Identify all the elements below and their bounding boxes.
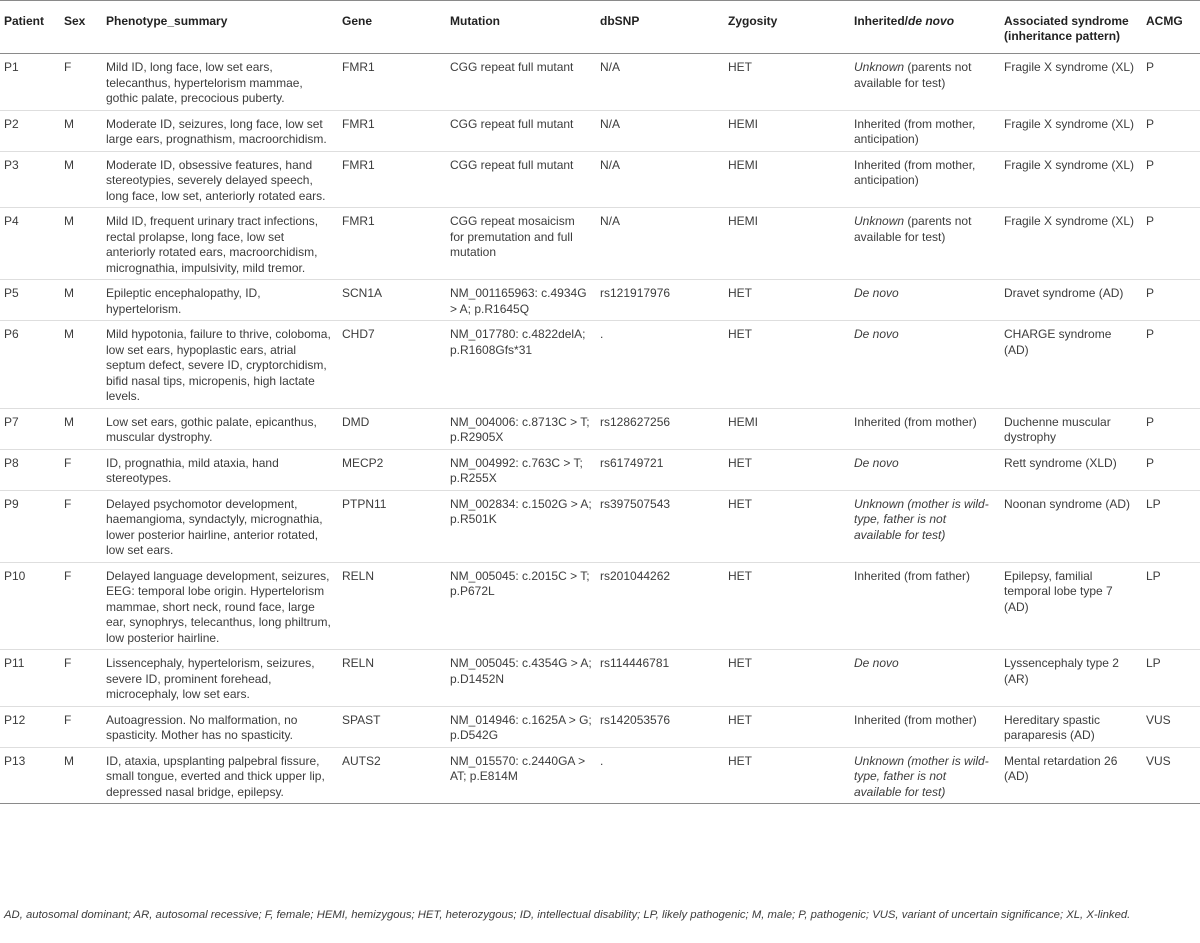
cell-sex: M xyxy=(60,321,102,409)
cell-phenotype: Autoagression. No malformation, no spasticity. Mother has no spasticity. xyxy=(102,706,338,747)
cell-phenotype: ID, prognathia, mild ataxia, hand stereotypes. xyxy=(102,449,338,490)
cell-patient: P7 xyxy=(0,408,60,449)
inherited-italic: Unknown (mother is wild-type, father is not available for test) xyxy=(854,753,989,799)
cell-zygosity: HEMI xyxy=(724,408,850,449)
header-sex: Sex xyxy=(60,1,102,54)
inherited-plain: Inherited (from mother) xyxy=(854,712,977,727)
table-row xyxy=(0,449,1200,490)
cell-mutation: NM_004992: c.763C > T; p.R255X xyxy=(446,449,596,490)
cell-zygosity: HET xyxy=(724,747,850,804)
cell-sex: F xyxy=(60,562,102,650)
cell-dbsnp: rs114446781 xyxy=(596,650,724,707)
cell-gene: DMD xyxy=(338,408,446,449)
table-row xyxy=(0,151,1200,208)
cell-acmg: LP xyxy=(1142,650,1200,707)
cell-syndrome: Noonan syndrome (AD) xyxy=(1000,490,1142,562)
cell-patient: P13 xyxy=(0,747,60,804)
cell-sex: F xyxy=(60,449,102,490)
cell-zygosity: HEMI xyxy=(724,208,850,280)
cell-sex: F xyxy=(60,706,102,747)
cell-syndrome: CHARGE syndrome (AD) xyxy=(1000,321,1142,409)
cell-syndrome: Lyssencephaly type 2 (AR) xyxy=(1000,650,1142,707)
cell-sex: M xyxy=(60,747,102,804)
inherited-plain: Inherited (from father) xyxy=(854,568,971,583)
cell-phenotype: Delayed psychomotor development, haemangioma, syndactyly, micrognathia, lower posterior hairline, anterior rotated, low set ears. xyxy=(102,490,338,562)
header-patient: Patient xyxy=(0,1,60,54)
cell-mutation: CGG repeat full mutant xyxy=(446,151,596,208)
cell-zygosity: HET xyxy=(724,280,850,321)
header-inherited-italic: de novo xyxy=(908,14,955,28)
table-row xyxy=(0,490,1200,562)
table-row xyxy=(0,408,1200,449)
cell-syndrome: Fragile X syndrome (XL) xyxy=(1000,110,1142,151)
table-body xyxy=(0,54,1200,804)
cell-inherited xyxy=(850,562,1000,650)
table-row xyxy=(0,280,1200,321)
header-mutation: Mutation xyxy=(446,1,596,54)
cell-gene: CHD7 xyxy=(338,321,446,409)
cell-zygosity: HEMI xyxy=(724,151,850,208)
inherited-italic: De novo xyxy=(854,656,899,670)
cell-mutation: CGG repeat mosaicism for premutation and full mutation xyxy=(446,208,596,280)
cell-patient: P2 xyxy=(0,110,60,151)
header-inherited xyxy=(850,1,1000,54)
inherited-italic: Unknown xyxy=(854,60,905,74)
cell-phenotype: Epileptic encephalopathy, ID, hypertelorism. xyxy=(102,280,338,321)
inherited-plain: (parents not available for test) xyxy=(854,60,972,90)
table-row xyxy=(0,747,1200,804)
cell-phenotype: Moderate ID, obsessive features, hand stereotypies, severely delayed speech, long face, low set, anteriorly rotated ears. xyxy=(102,151,338,208)
cell-patient: P8 xyxy=(0,449,60,490)
cell-inherited xyxy=(850,408,1000,449)
cell-mutation: NM_002834: c.1502G > A; p.R501K xyxy=(446,490,596,562)
inherited-italic: De novo xyxy=(854,455,899,470)
cell-syndrome: Duchenne muscular dystrophy xyxy=(1000,408,1142,449)
cell-inherited xyxy=(850,706,1000,747)
cell-gene: FMR1 xyxy=(338,54,446,111)
cell-gene: PTPN11 xyxy=(338,490,446,562)
cell-patient: P1 xyxy=(0,54,60,111)
cell-phenotype: Delayed language development, seizures, EEG: temporal lobe origin. Hypertelorism mammae, short neck, round face, large ear, synophrys, telecanthus, long philtrum, low posterior hairline. xyxy=(102,562,338,650)
cell-inherited xyxy=(850,747,1000,804)
cell-dbsnp: rs61749721 xyxy=(596,449,724,490)
header-acmg: ACMG xyxy=(1142,1,1200,54)
cell-gene: RELN xyxy=(338,562,446,650)
cell-syndrome: Fragile X syndrome (XL) xyxy=(1000,151,1142,208)
cell-gene: MECP2 xyxy=(338,449,446,490)
cell-dbsnp: . xyxy=(596,747,724,804)
cell-dbsnp: . xyxy=(596,321,724,409)
cell-sex: M xyxy=(60,110,102,151)
header-dbsnp: dbSNP xyxy=(596,1,724,54)
cell-patient: P10 xyxy=(0,562,60,650)
table-row xyxy=(0,650,1200,707)
cell-mutation: NM_004006: c.8713C > T; p.R2905X xyxy=(446,408,596,449)
cell-dbsnp: rs142053576 xyxy=(596,706,724,747)
cell-sex: F xyxy=(60,650,102,707)
cell-dbsnp: N/A xyxy=(596,151,724,208)
cell-sex: M xyxy=(60,208,102,280)
cell-mutation: CGG repeat full mutant xyxy=(446,110,596,151)
cell-mutation: CGG repeat full mutant xyxy=(446,54,596,111)
cell-phenotype: Mild ID, frequent urinary tract infections, rectal prolapse, long face, low set anteriorly rotated ears, macroorchidism, micrognathia, impulsivity, mild tremor. xyxy=(102,208,338,280)
cell-syndrome: Fragile X syndrome (XL) xyxy=(1000,208,1142,280)
cell-acmg: P xyxy=(1142,208,1200,280)
cell-acmg: P xyxy=(1142,110,1200,151)
cell-gene: SCN1A xyxy=(338,280,446,321)
header-phenotype: Phenotype_summary xyxy=(102,1,338,54)
cell-inherited xyxy=(850,110,1000,151)
inherited-plain: Inherited (from mother, anticipation) xyxy=(854,157,976,187)
cell-acmg: P xyxy=(1142,54,1200,111)
cell-syndrome: Fragile X syndrome (XL) xyxy=(1000,54,1142,111)
cell-acmg: P xyxy=(1142,280,1200,321)
cell-dbsnp: N/A xyxy=(596,54,724,111)
header-syndrome: Associated syndrome (inheritance pattern) xyxy=(1000,1,1142,54)
header-row xyxy=(0,1,1200,54)
table-row xyxy=(0,706,1200,747)
cell-zygosity: HET xyxy=(724,54,850,111)
cell-patient: P6 xyxy=(0,321,60,409)
cell-acmg: P xyxy=(1142,321,1200,409)
cell-sex: M xyxy=(60,151,102,208)
cell-patient: P9 xyxy=(0,490,60,562)
inherited-italic: Unknown (mother is wild-type, father is not available for test) xyxy=(854,496,989,542)
cell-mutation: NM_017780: c.4822delA; p.R1608Gfs*31 xyxy=(446,321,596,409)
cell-inherited xyxy=(850,490,1000,562)
cell-phenotype: Moderate ID, seizures, long face, low set large ears, prognathism, macroorchidism. xyxy=(102,110,338,151)
cell-acmg: P xyxy=(1142,151,1200,208)
cell-syndrome: Hereditary spastic paraparesis (AD) xyxy=(1000,706,1142,747)
cell-acmg: VUS xyxy=(1142,747,1200,804)
cell-patient: P5 xyxy=(0,280,60,321)
cell-dbsnp: rs128627256 xyxy=(596,408,724,449)
inherited-plain: (parents not available for test) xyxy=(854,214,972,244)
cell-syndrome: Mental retardation 26 (AD) xyxy=(1000,747,1142,804)
cell-dbsnp: rs201044262 xyxy=(596,562,724,650)
cell-zygosity: HET xyxy=(724,650,850,707)
cell-phenotype: Mild hypotonia, failure to thrive, coloboma, low set ears, hypoplastic ears, atrial septum defect, severe ID, cryptorchidism, bifid nasal tips, micropenis, high lactate levels. xyxy=(102,321,338,409)
table-row xyxy=(0,54,1200,111)
inherited-italic: Unknown xyxy=(854,214,905,228)
cell-syndrome: Rett syndrome (XLD) xyxy=(1000,449,1142,490)
cell-gene: SPAST xyxy=(338,706,446,747)
cell-inherited xyxy=(850,280,1000,321)
cell-acmg: P xyxy=(1142,408,1200,449)
cell-patient: P11 xyxy=(0,650,60,707)
cell-inherited xyxy=(850,208,1000,280)
cell-dbsnp: N/A xyxy=(596,110,724,151)
cell-gene: FMR1 xyxy=(338,110,446,151)
cell-dbsnp: rs397507543 xyxy=(596,490,724,562)
cell-dbsnp: rs121917976 xyxy=(596,280,724,321)
cell-inherited xyxy=(850,321,1000,409)
cell-zygosity: HET xyxy=(724,490,850,562)
cell-acmg: P xyxy=(1142,449,1200,490)
cell-phenotype: ID, ataxia, upsplanting palpebral fissure, small tongue, everted and thick upper lip, depressed nasal bridge, epilepsy. xyxy=(102,747,338,804)
cell-inherited xyxy=(850,449,1000,490)
cell-phenotype: Mild ID, long face, low set ears, telecanthus, hypertelorism mammae, gothic palate, precocious puberty. xyxy=(102,54,338,111)
cell-zygosity: HET xyxy=(724,321,850,409)
cell-syndrome: Epilepsy, familial temporal lobe type 7 (AD) xyxy=(1000,562,1142,650)
header-inherited-plain: Inherited/ xyxy=(854,14,909,28)
cell-mutation: NM_005045: c.4354G > A; p.D1452N xyxy=(446,650,596,707)
cell-zygosity: HET xyxy=(724,706,850,747)
cell-mutation: NM_001165963: c.4934G > A; p.R1645Q xyxy=(446,280,596,321)
inherited-italic: De novo xyxy=(854,286,899,300)
inherited-plain: Inherited (from mother, anticipation) xyxy=(854,116,976,146)
cell-mutation: NM_014946: c.1625A > G; p.D542G xyxy=(446,706,596,747)
table-row xyxy=(0,562,1200,650)
cell-sex: F xyxy=(60,490,102,562)
cell-zygosity: HET xyxy=(724,449,850,490)
cell-gene: FMR1 xyxy=(338,151,446,208)
cell-syndrome: Dravet syndrome (AD) xyxy=(1000,280,1142,321)
cell-dbsnp: N/A xyxy=(596,208,724,280)
table-row xyxy=(0,321,1200,409)
header-zygosity: Zygosity xyxy=(724,1,850,54)
cell-sex: F xyxy=(60,54,102,111)
cell-acmg: VUS xyxy=(1142,706,1200,747)
cell-inherited xyxy=(850,54,1000,111)
cell-sex: M xyxy=(60,408,102,449)
cell-patient: P4 xyxy=(0,208,60,280)
cell-inherited xyxy=(850,650,1000,707)
cell-mutation: NM_005045: c.2015C > T; p.P672L xyxy=(446,562,596,650)
table-row xyxy=(0,208,1200,280)
cell-patient: P3 xyxy=(0,151,60,208)
inherited-italic: De novo xyxy=(854,327,899,341)
table-row xyxy=(0,110,1200,151)
cell-mutation: NM_015570: c.2440GA > AT; p.E814M xyxy=(446,747,596,804)
cell-patient: P12 xyxy=(0,706,60,747)
inherited-plain: Inherited (from mother) xyxy=(854,414,977,429)
cell-zygosity: HET xyxy=(724,562,850,650)
cell-inherited xyxy=(850,151,1000,208)
cell-phenotype: Low set ears, gothic palate, epicanthus, muscular dystrophy. xyxy=(102,408,338,449)
cell-gene: AUTS2 xyxy=(338,747,446,804)
cell-gene: FMR1 xyxy=(338,208,446,280)
cell-phenotype: Lissencephaly, hypertelorism, seizures, severe ID, prominent forehead, microcephaly, low set ears. xyxy=(102,650,338,707)
cell-sex: M xyxy=(60,280,102,321)
cell-zygosity: HEMI xyxy=(724,110,850,151)
cell-gene: RELN xyxy=(338,650,446,707)
cell-acmg: LP xyxy=(1142,562,1200,650)
table-footnote: AD, autosomal dominant; AR, autosomal recessive; F, female; HEMI, hemizygous; HET, heterozygous; ID, intellectual disability; LP, likely pathogenic; M, male; P, pathogenic; VUS, variant of uncertain significance; XL, X-linked. xyxy=(4,909,1131,921)
cell-acmg: LP xyxy=(1142,490,1200,562)
header-gene: Gene xyxy=(338,1,446,54)
